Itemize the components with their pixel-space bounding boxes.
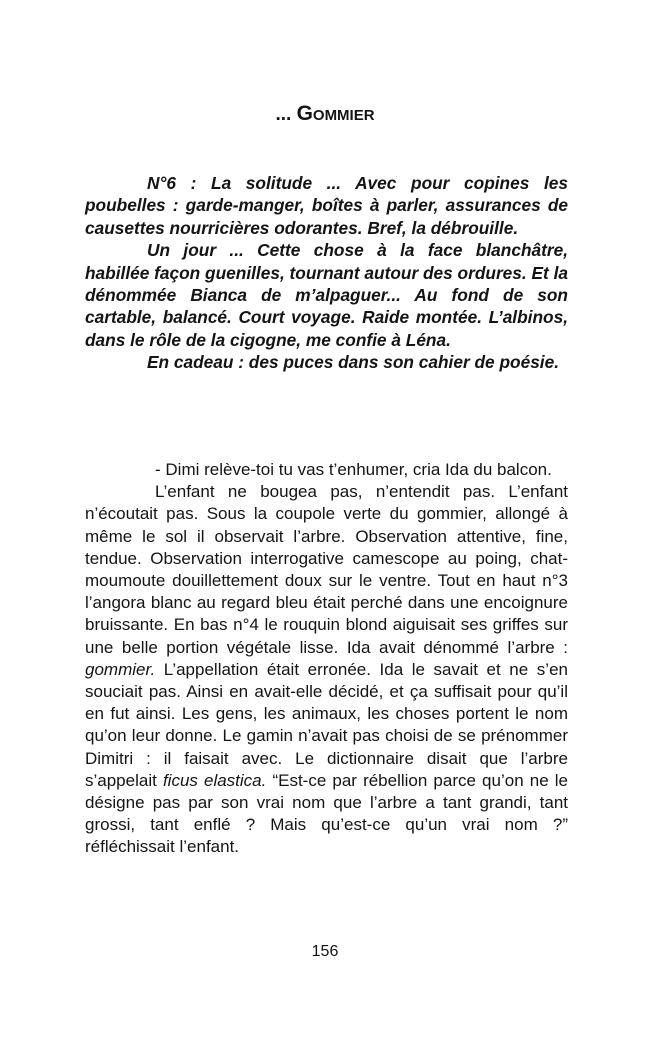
body-text: [85, 459, 568, 859]
page-number: 156: [311, 943, 339, 960]
body-text-run: L’appellation était erronée. Ida le savait et ne s’en souciait pas. Ainsi en avait-elle décidé, et ça suffisait pour qu’il en fut ainsi. Les gens, les animaux, les choses portent le nom qu’on leur donne. Le gamin n’avait pas choisi de se prénommer Dimitri : il faisait avec. Le dictionnaire disait que l’arbre s’appelait: [85, 659, 568, 790]
body-text-run: “Est-ce par rébellion parce qu’on ne le désigne pas par son vrai nom que l’arbre a tant grandi, tant grossi, tant enflé ? Mais qu’est-ce qu’un vrai nom ?” réfléchissait l’enfant.: [85, 770, 568, 857]
intro-paragraph: N°6 : La solitude ... Avec pour copines les poubelles : garde-manger, boîtes à parler, assurances de causettes nourricières odorantes. Bref, la débrouille.: [85, 173, 568, 238]
intro-paragraph: Un jour ... Cette chose à la face blanchâtre, habillée façon guenilles, tournant autour des ordures. Et la dénommée Bianca de m’alpaguer... Au fond de son cartable, balancé. Court voyage. Raide montée. L’albinos, dans le rôle de la cigogne, me confie à Léna.: [85, 240, 568, 350]
italic-term-ficus: ficus elastica.: [162, 770, 267, 790]
chapter-title-word: Gommier: [296, 102, 375, 125]
body-text-run: L’enfant ne bougea pas, n’entendit pas. L’enfant n’écoutait pas. Sous la coupole verte du gommier, allongé à même le sol il observait l’arbre. Observation attentive, fine, tendue. Observation interrogative camescope au poing, chat-moumoute douillettement doux sur le ventre. Tout en haut n°3 l’angora blanc au regard bleu était perché dans une encoignure bruissante. En bas n°4 le rouquin blond aiguisait ses griffes sur une belle portion végétale lisse. Ida avait dénommé l’arbre :: [85, 482, 568, 657]
chapter-title-prefix: ...: [275, 104, 297, 125]
intro-block: [85, 172, 568, 374]
body-paragraph: [85, 481, 568, 858]
chapter-title: [0, 101, 650, 128]
italic-term-gommier: gommier.: [85, 659, 156, 679]
intro-paragraph: En cadeau : des puces dans son cahier de poésie.: [147, 352, 560, 373]
dialogue-line: - Dimi relève-toi tu vas t’enhumer, cria Ida du balcon.: [155, 460, 552, 479]
